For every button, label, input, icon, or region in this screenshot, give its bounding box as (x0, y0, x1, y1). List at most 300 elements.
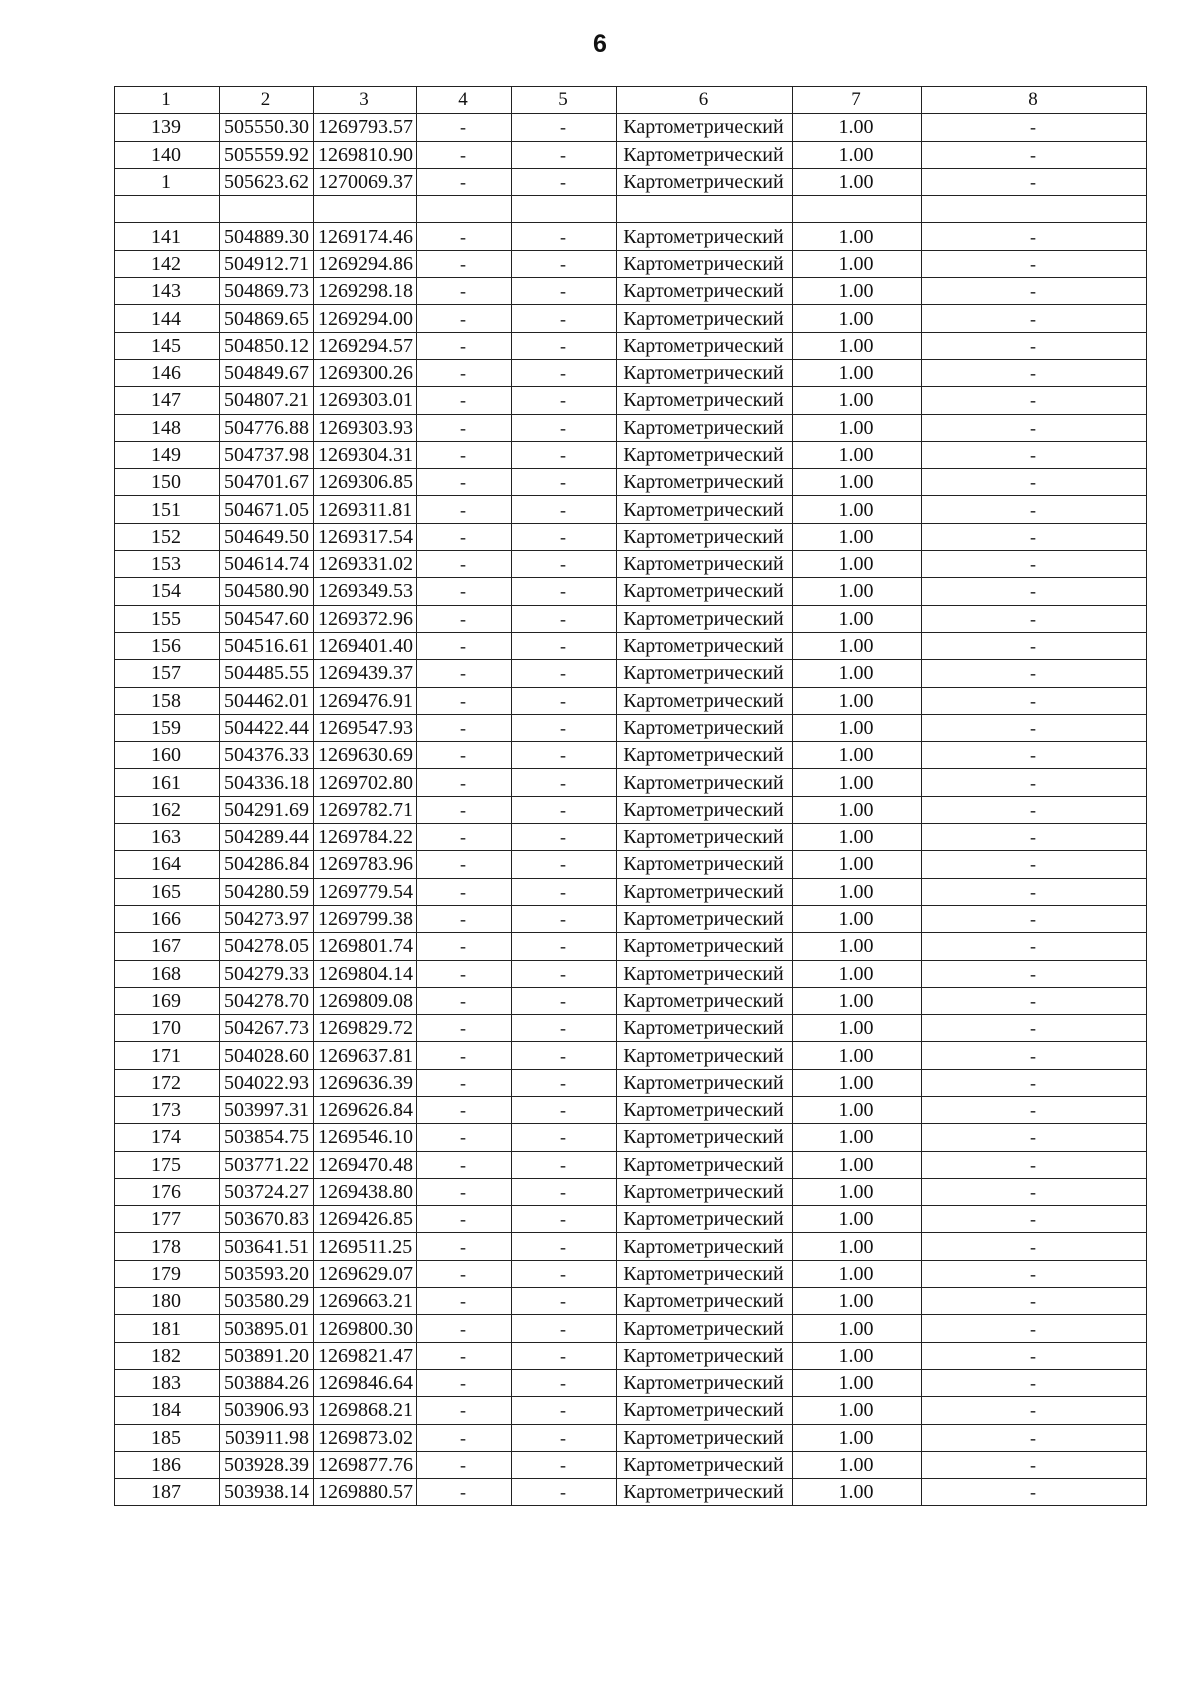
point-number-cell: 158 (115, 687, 220, 714)
y-coordinate-cell: 1269626.84 (314, 1096, 417, 1123)
point-number-cell: 157 (115, 660, 220, 687)
point-number-cell: 151 (115, 496, 220, 523)
col8-cell: - (922, 141, 1147, 168)
col8-cell: - (922, 1015, 1147, 1042)
x-coordinate-cell: 505623.62 (220, 168, 314, 195)
point-number-cell: 148 (115, 414, 220, 441)
x-coordinate-cell: 504273.97 (220, 905, 314, 932)
table-body (115, 114, 1147, 1506)
x-coordinate-cell: 504547.60 (220, 605, 314, 632)
x-coordinate-cell: 504649.50 (220, 523, 314, 550)
table-row (115, 605, 1147, 632)
col5-cell: - (512, 605, 617, 632)
col8-cell: - (922, 769, 1147, 796)
x-coordinate-cell: 504516.61 (220, 632, 314, 659)
col8-cell: - (922, 1233, 1147, 1260)
method-cell: Картометрический (617, 1124, 793, 1151)
x-coordinate-cell: 504889.30 (220, 223, 314, 250)
col8-cell: - (922, 1288, 1147, 1315)
col8-cell: - (922, 414, 1147, 441)
table-row (115, 660, 1147, 687)
col4-cell: - (417, 824, 512, 851)
y-coordinate-cell: 1269304.31 (314, 441, 417, 468)
table-row (115, 987, 1147, 1014)
x-coordinate-cell: 504280.59 (220, 878, 314, 905)
x-coordinate-cell: 504278.70 (220, 987, 314, 1014)
col5-cell: - (512, 987, 617, 1014)
table-row (115, 1260, 1147, 1287)
table-row (115, 523, 1147, 550)
col5-cell: - (512, 769, 617, 796)
col5-cell: - (512, 660, 617, 687)
table-row (115, 332, 1147, 359)
col8-cell: - (922, 687, 1147, 714)
col5-cell: - (512, 1233, 617, 1260)
table-row (115, 1124, 1147, 1151)
table-row (115, 796, 1147, 823)
col4-cell: - (417, 1260, 512, 1287)
col8-cell: - (922, 1451, 1147, 1478)
point-number-cell: 141 (115, 223, 220, 250)
table-row (115, 1042, 1147, 1069)
table-row (115, 687, 1147, 714)
x-coordinate-cell: 504776.88 (220, 414, 314, 441)
method-cell: Картометрический (617, 141, 793, 168)
accuracy-cell: 1.00 (793, 1178, 922, 1205)
col5-cell: - (512, 1096, 617, 1123)
x-coordinate-cell: 504701.67 (220, 469, 314, 496)
header-cell: 4 (417, 87, 512, 114)
coordinates-table (114, 86, 1147, 1506)
col4-cell: - (417, 1233, 512, 1260)
header-cell: 1 (115, 87, 220, 114)
x-coordinate-cell: 504278.05 (220, 933, 314, 960)
col4-cell: - (417, 1479, 512, 1506)
table-row (115, 824, 1147, 851)
header-cell: 2 (220, 87, 314, 114)
method-cell: Картометрический (617, 1369, 793, 1396)
accuracy-cell: 1.00 (793, 1151, 922, 1178)
col4-cell: - (417, 441, 512, 468)
y-coordinate-cell: 1269300.26 (314, 359, 417, 386)
y-coordinate-cell: 1269294.57 (314, 332, 417, 359)
col8-cell: - (922, 496, 1147, 523)
col4-cell: - (417, 796, 512, 823)
col5-cell: - (512, 551, 617, 578)
table-row (115, 1151, 1147, 1178)
accuracy-cell: 1.00 (793, 1260, 922, 1287)
col5-cell: - (512, 441, 617, 468)
point-number-cell: 164 (115, 851, 220, 878)
accuracy-cell: 1.00 (793, 332, 922, 359)
accuracy-cell: 1.00 (793, 1369, 922, 1396)
y-coordinate-cell: 1269174.46 (314, 223, 417, 250)
y-coordinate-cell: 1269331.02 (314, 551, 417, 578)
x-coordinate-cell: 503906.93 (220, 1397, 314, 1424)
col5-cell: - (512, 223, 617, 250)
y-coordinate-cell: 1269880.57 (314, 1479, 417, 1506)
y-coordinate-cell: 1269868.21 (314, 1397, 417, 1424)
col5-cell: - (512, 1315, 617, 1342)
x-coordinate-cell (220, 196, 314, 223)
x-coordinate-cell: 504289.44 (220, 824, 314, 851)
col4-cell: - (417, 769, 512, 796)
col4-cell: - (417, 1069, 512, 1096)
point-number-cell: 170 (115, 1015, 220, 1042)
x-coordinate-cell: 503938.14 (220, 1479, 314, 1506)
point-number-cell: 169 (115, 987, 220, 1014)
col5-cell: - (512, 1206, 617, 1233)
accuracy-cell: 1.00 (793, 305, 922, 332)
col8-cell: - (922, 441, 1147, 468)
method-cell: Картометрический (617, 1015, 793, 1042)
col4-cell: - (417, 1397, 512, 1424)
y-coordinate-cell: 1269702.80 (314, 769, 417, 796)
col4-cell: - (417, 414, 512, 441)
point-number-cell: 176 (115, 1178, 220, 1205)
x-coordinate-cell: 503724.27 (220, 1178, 314, 1205)
y-coordinate-cell: 1269799.38 (314, 905, 417, 932)
point-number-cell (115, 196, 220, 223)
x-coordinate-cell: 503580.29 (220, 1288, 314, 1315)
col4-cell: - (417, 1369, 512, 1396)
point-number-cell: 171 (115, 1042, 220, 1069)
method-cell: Картометрический (617, 223, 793, 250)
y-coordinate-cell: 1269636.39 (314, 1069, 417, 1096)
col8-cell: - (922, 824, 1147, 851)
method-cell: Картометрический (617, 1479, 793, 1506)
method-cell: Картометрический (617, 796, 793, 823)
method-cell: Картометрический (617, 769, 793, 796)
col4-cell: - (417, 851, 512, 878)
accuracy-cell: 1.00 (793, 769, 922, 796)
col4-cell: - (417, 905, 512, 932)
col4-cell: - (417, 496, 512, 523)
accuracy-cell: 1.00 (793, 987, 922, 1014)
y-coordinate-cell: 1269783.96 (314, 851, 417, 878)
x-coordinate-cell: 503771.22 (220, 1151, 314, 1178)
point-number-cell: 142 (115, 250, 220, 277)
table-row (115, 1369, 1147, 1396)
point-number-cell: 147 (115, 387, 220, 414)
method-cell: Картометрический (617, 660, 793, 687)
y-coordinate-cell: 1269294.00 (314, 305, 417, 332)
col5-cell: - (512, 1015, 617, 1042)
method-cell: Картометрический (617, 1260, 793, 1287)
col5-cell: - (512, 359, 617, 386)
header-cell: 3 (314, 87, 417, 114)
accuracy-cell: 1.00 (793, 605, 922, 632)
y-coordinate-cell: 1269511.25 (314, 1233, 417, 1260)
col8-cell: - (922, 1069, 1147, 1096)
table-row (115, 632, 1147, 659)
y-coordinate-cell: 1269829.72 (314, 1015, 417, 1042)
col8-cell: - (922, 1260, 1147, 1287)
header-cell: 5 (512, 87, 617, 114)
col4-cell: - (417, 1042, 512, 1069)
accuracy-cell: 1.00 (793, 1342, 922, 1369)
col5-cell: - (512, 1369, 617, 1396)
y-coordinate-cell: 1269294.86 (314, 250, 417, 277)
point-number-cell: 177 (115, 1206, 220, 1233)
table-row (115, 469, 1147, 496)
col4-cell: - (417, 960, 512, 987)
point-number-cell: 183 (115, 1369, 220, 1396)
x-coordinate-cell: 504022.93 (220, 1069, 314, 1096)
col8-cell: - (922, 1369, 1147, 1396)
x-coordinate-cell: 504291.69 (220, 796, 314, 823)
col5-cell: - (512, 414, 617, 441)
table-row (115, 168, 1147, 195)
accuracy-cell: 1.00 (793, 824, 922, 851)
col5-cell: - (512, 1069, 617, 1096)
accuracy-cell: 1.00 (793, 168, 922, 195)
col4-cell: - (417, 1288, 512, 1315)
y-coordinate-cell: 1269846.64 (314, 1369, 417, 1396)
x-coordinate-cell: 504737.98 (220, 441, 314, 468)
col8-cell: - (922, 1479, 1147, 1506)
col8-cell: - (922, 1096, 1147, 1123)
point-number-cell: 166 (115, 905, 220, 932)
method-cell: Картометрический (617, 250, 793, 277)
method-cell: Картометрический (617, 632, 793, 659)
accuracy-cell: 1.00 (793, 387, 922, 414)
method-cell: Картометрический (617, 1288, 793, 1315)
point-number-cell: 149 (115, 441, 220, 468)
col8-cell: - (922, 1042, 1147, 1069)
x-coordinate-cell: 504912.71 (220, 250, 314, 277)
col4-cell: - (417, 1124, 512, 1151)
y-coordinate-cell: 1269779.54 (314, 878, 417, 905)
y-coordinate-cell: 1269629.07 (314, 1260, 417, 1287)
col5-cell: - (512, 742, 617, 769)
method-cell (617, 196, 793, 223)
col8-cell: - (922, 1342, 1147, 1369)
accuracy-cell: 1.00 (793, 114, 922, 141)
table-row (115, 1479, 1147, 1506)
method-cell: Картометрический (617, 905, 793, 932)
x-coordinate-cell: 504850.12 (220, 332, 314, 359)
col8-cell: - (922, 742, 1147, 769)
x-coordinate-cell: 504869.73 (220, 278, 314, 305)
method-cell: Картометрический (617, 1451, 793, 1478)
x-coordinate-cell: 504267.73 (220, 1015, 314, 1042)
col4-cell: - (417, 168, 512, 195)
table-row (115, 1096, 1147, 1123)
col8-cell: - (922, 878, 1147, 905)
y-coordinate-cell: 1269426.85 (314, 1206, 417, 1233)
method-cell: Картометрический (617, 1233, 793, 1260)
accuracy-cell: 1.00 (793, 1069, 922, 1096)
x-coordinate-cell: 503911.98 (220, 1424, 314, 1451)
method-cell: Картометрический (617, 496, 793, 523)
col8-cell: - (922, 933, 1147, 960)
x-coordinate-cell: 505550.30 (220, 114, 314, 141)
x-coordinate-cell: 503997.31 (220, 1096, 314, 1123)
x-coordinate-cell: 504807.21 (220, 387, 314, 414)
col4-cell: - (417, 714, 512, 741)
header-cell: 6 (617, 87, 793, 114)
table-row (115, 1451, 1147, 1478)
y-coordinate-cell: 1269303.93 (314, 414, 417, 441)
col8-cell: - (922, 796, 1147, 823)
accuracy-cell: 1.00 (793, 278, 922, 305)
accuracy-cell: 1.00 (793, 141, 922, 168)
table-row (115, 960, 1147, 987)
y-coordinate-cell: 1269801.74 (314, 933, 417, 960)
table-header (115, 87, 1147, 114)
y-coordinate-cell: 1269793.57 (314, 114, 417, 141)
point-number-cell: 179 (115, 1260, 220, 1287)
accuracy-cell: 1.00 (793, 1124, 922, 1151)
col5-cell: - (512, 1178, 617, 1205)
point-number-cell: 182 (115, 1342, 220, 1369)
y-coordinate-cell: 1269800.30 (314, 1315, 417, 1342)
y-coordinate-cell: 1269637.81 (314, 1042, 417, 1069)
col4-cell: - (417, 660, 512, 687)
col4-cell: - (417, 387, 512, 414)
x-coordinate-cell: 504422.44 (220, 714, 314, 741)
col5-cell: - (512, 1042, 617, 1069)
accuracy-cell: 1.00 (793, 851, 922, 878)
point-number-cell: 167 (115, 933, 220, 960)
y-coordinate-cell: 1269470.48 (314, 1151, 417, 1178)
col8-cell: - (922, 578, 1147, 605)
col5-cell: - (512, 496, 617, 523)
table-row (115, 250, 1147, 277)
table-row (115, 1288, 1147, 1315)
table-row (115, 1069, 1147, 1096)
method-cell: Картометрический (617, 1397, 793, 1424)
col4-cell: - (417, 141, 512, 168)
col5-cell: - (512, 905, 617, 932)
col5-cell: - (512, 469, 617, 496)
y-coordinate-cell: 1269401.40 (314, 632, 417, 659)
col5-cell: - (512, 933, 617, 960)
table-row (115, 1178, 1147, 1205)
method-cell: Картометрический (617, 387, 793, 414)
col4-cell: - (417, 632, 512, 659)
point-number-cell: 163 (115, 824, 220, 851)
accuracy-cell: 1.00 (793, 960, 922, 987)
x-coordinate-cell: 503895.01 (220, 1315, 314, 1342)
point-number-cell: 159 (115, 714, 220, 741)
method-cell: Картометрический (617, 168, 793, 195)
col8-cell: - (922, 1424, 1147, 1451)
accuracy-cell: 1.00 (793, 714, 922, 741)
table-row (115, 441, 1147, 468)
table-row (115, 578, 1147, 605)
y-coordinate-cell: 1269663.21 (314, 1288, 417, 1315)
col8-cell: - (922, 905, 1147, 932)
col4-cell: - (417, 578, 512, 605)
table-row (115, 1315, 1147, 1342)
x-coordinate-cell: 504376.33 (220, 742, 314, 769)
col8-cell: - (922, 1178, 1147, 1205)
point-number-cell: 140 (115, 141, 220, 168)
y-coordinate-cell: 1269476.91 (314, 687, 417, 714)
point-number-cell: 172 (115, 1069, 220, 1096)
header-cell: 7 (793, 87, 922, 114)
col4-cell: - (417, 1096, 512, 1123)
method-cell: Картометрический (617, 1178, 793, 1205)
col8-cell: - (922, 305, 1147, 332)
col4-cell: - (417, 687, 512, 714)
col8-cell: - (922, 714, 1147, 741)
col8-cell: - (922, 660, 1147, 687)
method-cell: Картометрический (617, 824, 793, 851)
x-coordinate-cell: 503854.75 (220, 1124, 314, 1151)
point-number-cell: 181 (115, 1315, 220, 1342)
col8-cell: - (922, 387, 1147, 414)
col8-cell: - (922, 987, 1147, 1014)
col8-cell: - (922, 168, 1147, 195)
col4-cell: - (417, 305, 512, 332)
table-row (115, 1397, 1147, 1424)
col5-cell: - (512, 1479, 617, 1506)
y-coordinate-cell: 1269438.80 (314, 1178, 417, 1205)
point-number-cell: 153 (115, 551, 220, 578)
method-cell: Картометрический (617, 742, 793, 769)
point-number-cell: 160 (115, 742, 220, 769)
col4-cell: - (417, 250, 512, 277)
col8-cell: - (922, 523, 1147, 550)
y-coordinate-cell: 1269546.10 (314, 1124, 417, 1151)
col4-cell: - (417, 223, 512, 250)
y-coordinate-cell: 1270069.37 (314, 168, 417, 195)
method-cell: Картометрический (617, 332, 793, 359)
accuracy-cell: 1.00 (793, 496, 922, 523)
accuracy-cell: 1.00 (793, 1206, 922, 1233)
point-number-cell: 180 (115, 1288, 220, 1315)
col8-cell: - (922, 1124, 1147, 1151)
table-row (115, 1424, 1147, 1451)
method-cell: Картометрический (617, 714, 793, 741)
col8-cell: - (922, 332, 1147, 359)
col5-cell: - (512, 1451, 617, 1478)
accuracy-cell: 1.00 (793, 441, 922, 468)
x-coordinate-cell: 504286.84 (220, 851, 314, 878)
point-number-cell: 156 (115, 632, 220, 659)
accuracy-cell: 1.00 (793, 796, 922, 823)
table-row (115, 223, 1147, 250)
col4-cell: - (417, 332, 512, 359)
point-number-cell: 1 (115, 168, 220, 195)
col5-cell: - (512, 824, 617, 851)
col5-cell: - (512, 1342, 617, 1369)
x-coordinate-cell: 503641.51 (220, 1233, 314, 1260)
method-cell: Картометрический (617, 1069, 793, 1096)
col5-cell: - (512, 1397, 617, 1424)
table-row (115, 714, 1147, 741)
col5-cell: - (512, 1151, 617, 1178)
col4-cell: - (417, 987, 512, 1014)
point-number-cell: 178 (115, 1233, 220, 1260)
table-row (115, 551, 1147, 578)
accuracy-cell: 1.00 (793, 551, 922, 578)
x-coordinate-cell: 504462.01 (220, 687, 314, 714)
x-coordinate-cell: 504671.05 (220, 496, 314, 523)
y-coordinate-cell: 1269873.02 (314, 1424, 417, 1451)
y-coordinate-cell: 1269547.93 (314, 714, 417, 741)
point-number-cell: 145 (115, 332, 220, 359)
col4-cell: - (417, 278, 512, 305)
method-cell: Картометрический (617, 441, 793, 468)
x-coordinate-cell: 503884.26 (220, 1369, 314, 1396)
accuracy-cell: 1.00 (793, 1042, 922, 1069)
col5-cell: - (512, 632, 617, 659)
col4-cell: - (417, 1015, 512, 1042)
